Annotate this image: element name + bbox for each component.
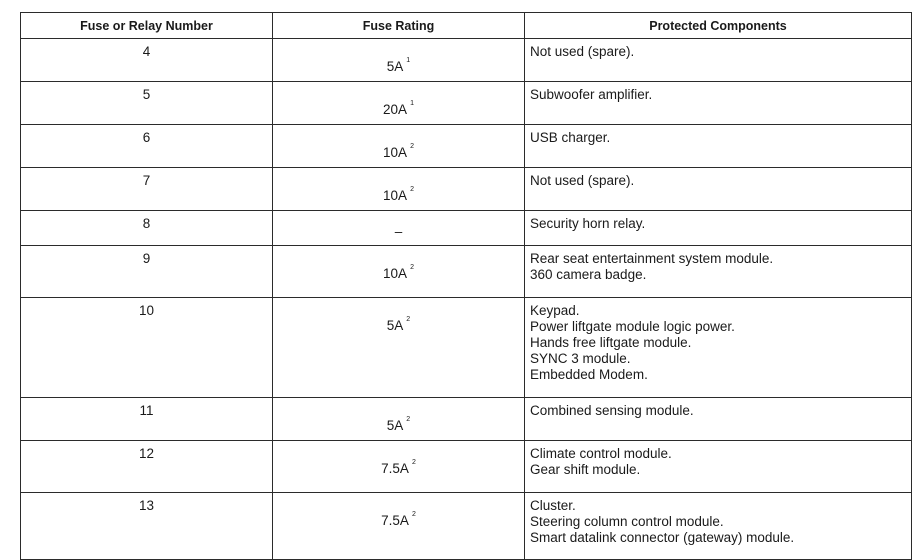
fuse-number-cell: 5 [21,82,273,125]
footnote-marker: 1 [410,100,414,107]
table-row [21,493,912,560]
header-fuse-number: Fuse or Relay Number [21,13,273,39]
table-row [21,39,912,82]
footnote-marker: 2 [410,264,414,271]
table-body [21,39,912,560]
header-protected-components: Protected Components [525,13,912,39]
table-row [21,298,912,398]
fuse-rating-cell [273,246,525,298]
fuse-rating [273,39,524,75]
component-line: Climate control module. [530,446,672,461]
fuse-number-cell: 4 [21,39,273,82]
protected-components-cell [525,82,912,125]
fuse-rating-cell [273,82,525,125]
component-line: Hands free liftgate module. [530,335,692,350]
fuse-rating [273,441,524,477]
component-line: Embedded Modem. [530,367,648,382]
fuse-rating-cell [273,298,525,398]
fuse-rating [273,493,524,529]
footnote-marker: 2 [411,459,416,466]
fuse-rating-cell [273,39,525,82]
protected-components-cell [525,398,912,441]
fuse-rating-cell [273,441,525,493]
header-fuse-rating: Fuse Rating [273,13,525,39]
table-row [21,211,912,246]
footnote-marker: 2 [406,316,411,323]
protected-components-cell [525,298,912,398]
fuse-rating [273,398,524,434]
fuse-rating [273,211,524,240]
protected-components-cell [525,493,912,560]
footnote-marker: 2 [406,416,411,423]
component-line: USB charger. [530,130,611,145]
fuse-rating-value: 5A [386,58,404,74]
component-line: Not used (spare). [530,44,635,59]
fuse-rating [273,125,524,161]
table-row [21,441,912,493]
protected-components-cell [525,39,912,82]
component-line: Power liftgate module logic power. [530,319,735,334]
protected-components-cell [525,246,912,298]
fuse-rating-value: 5A [386,317,404,333]
component-line: Smart datalink connector (gateway) module. [530,530,795,545]
fuse-rating-cell [273,398,525,441]
table-row [21,246,912,298]
footnote-marker: 1 [406,57,411,64]
table-row [21,398,912,441]
protected-components-cell [525,125,912,168]
component-line: Steering column control module. [530,514,724,529]
component-line: Rear seat entertainment system module. [530,251,774,266]
fuse-rating-cell [273,168,525,211]
fuse-number-cell: 9 [21,246,273,298]
footnote-marker: 2 [410,186,414,193]
protected-components-cell [525,441,912,493]
fuse-rating-cell [273,211,525,246]
fuse-number-cell: 12 [21,441,273,493]
component-line: Gear shift module. [530,462,641,477]
fuse-table [20,12,912,560]
table-row [21,125,912,168]
header-row [21,13,912,39]
fuse-rating [273,298,524,334]
footnote-marker: 2 [410,143,414,150]
component-line: Subwoofer amplifier. [530,87,653,102]
fuse-rating-value: 7.5A [381,460,409,476]
fuse-number-cell: 11 [21,398,273,441]
fuse-rating-value: 10A [383,144,408,160]
component-line: SYNC 3 module. [530,351,631,366]
fuse-rating-value: 10A [383,187,408,203]
footnote-marker: 2 [411,511,416,518]
table-row [21,168,912,211]
protected-components-cell [525,211,912,246]
fuse-number-cell: 10 [21,298,273,398]
fuse-rating-value: – [394,224,403,239]
component-line: 360 camera badge. [530,267,647,282]
component-line: Keypad. [530,303,580,318]
fuse-rating [273,246,524,282]
fuse-number-cell: 6 [21,125,273,168]
fuse-rating [273,168,524,204]
fuse-number-cell: 7 [21,168,273,211]
fuse-rating-cell [273,493,525,560]
component-line: Combined sensing module. [530,403,694,418]
table-row [21,82,912,125]
fuse-rating-value: 5A [386,417,404,433]
fuse-rating-value: 10A [383,265,408,281]
fuse-rating-value: 7.5A [381,512,409,528]
protected-components-cell [525,168,912,211]
fuse-number-cell: 13 [21,493,273,560]
fuse-rating-value: 20A [383,101,408,117]
fuse-rating [273,82,524,118]
component-line: Cluster. [530,498,576,513]
fuse-number-cell: 8 [21,211,273,246]
component-line: Security horn relay. [530,216,646,231]
fuse-rating-cell [273,125,525,168]
component-line: Not used (spare). [530,173,635,188]
